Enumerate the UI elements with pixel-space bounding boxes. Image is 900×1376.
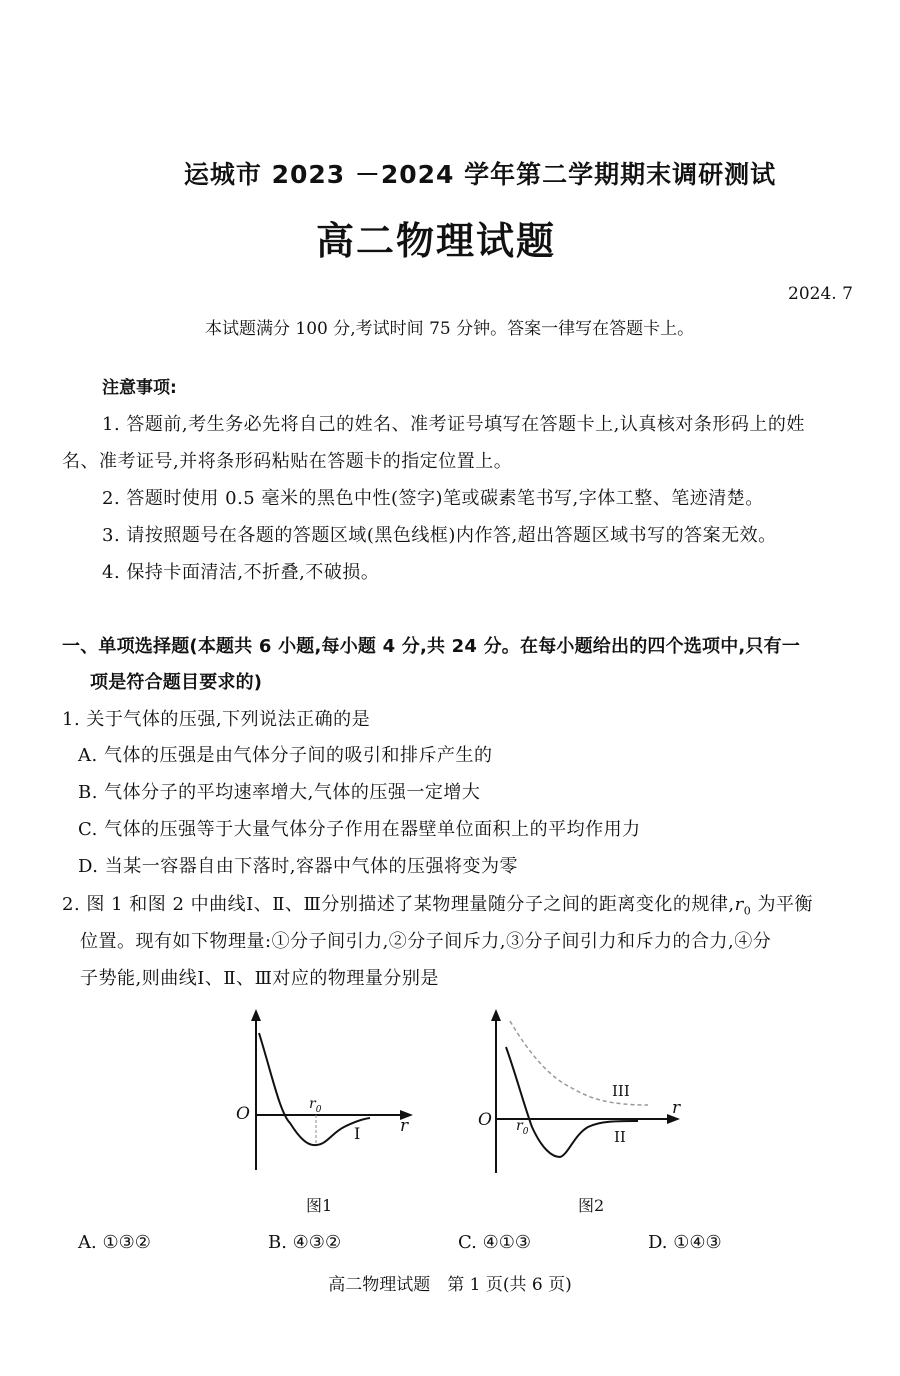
subject-title: 高二物理试题 — [315, 218, 556, 263]
question-1-stem: 1. 关于气体的压强,下列说法正确的是 — [62, 709, 371, 730]
q2-stem-text: 2. 图 1 和图 2 中曲线Ⅰ、Ⅱ、Ⅲ分别描述了某物理量随分子之间的距离变化的规律, — [62, 894, 735, 915]
fig2-curve-II-label: II — [614, 1128, 626, 1146]
fig2-axis-label: r — [672, 1098, 681, 1118]
fig1-r0-subscript: 0 — [315, 1104, 322, 1115]
fig2-r0-subscript: 0 — [522, 1126, 529, 1137]
exam-date: 2024. 7 — [788, 284, 853, 304]
r0-symbol: r — [734, 894, 744, 915]
fig1-caption: 图1 — [306, 1196, 333, 1215]
fig2-caption: 图2 — [578, 1196, 605, 1215]
q1-option-c: C. 气体的压强等于大量气体分子作用在器壁单位面积上的平均作用力 — [78, 819, 641, 840]
fig2-curve-III-label: III — [612, 1082, 630, 1100]
fig2-y-arrow — [491, 1009, 501, 1021]
note-item: 4. 保持卡面清洁,不折叠,不破损。 — [102, 562, 380, 583]
question-2-stem-line1 — [62, 890, 813, 918]
q2-stem-text-end: 为平衡 — [751, 894, 813, 915]
fig2-origin-label: O — [478, 1110, 492, 1130]
page-footer: 高二物理试题 第 1 页(共 6 页) — [328, 1275, 572, 1295]
q2-option-b: B. ④③② — [268, 1232, 342, 1253]
question-2-stem-line2: 位置。现有如下物理量:①分子间引力,②分子间斥力,③分子间引力和斥力的合力,④分 — [80, 931, 772, 952]
q2-option-a: A. ①③② — [78, 1232, 151, 1253]
note-item: 名、准考证号,并将条形码粘贴在答题卡的指定位置上。 — [62, 451, 513, 472]
fig2-r0-symbol: r — [516, 1118, 523, 1134]
exam-title: 运城市 2023 －2024 学年第二学期期末调研测试 — [183, 160, 777, 189]
fig1-axis-label: r — [400, 1116, 409, 1136]
note-item: 1. 答题前,考生务必先将自己的姓名、准考证号填写在答题卡上,认真核对条形码上的姓 — [102, 414, 805, 435]
q1-option-a: A. 气体的压强是由气体分子间的吸引和排斥产生的 — [78, 745, 493, 766]
q2-option-c: C. ④①③ — [458, 1232, 531, 1253]
fig1-curve-label: Ⅰ — [354, 1124, 361, 1143]
notes-heading: 注意事项: — [102, 378, 177, 398]
q1-option-b: B. 气体分子的平均速率增大,气体的压强一定增大 — [78, 782, 481, 803]
section-heading-cont: 项是符合题目要求的) — [90, 672, 263, 693]
fig1-r0-label — [309, 1096, 321, 1115]
question-2-stem-line3: 子势能,则曲线Ⅰ、Ⅱ、Ⅲ对应的物理量分别是 — [80, 968, 439, 989]
figure-1 — [220, 1005, 420, 1175]
fig1-y-arrow — [251, 1009, 261, 1021]
r0-subscript: 0 — [743, 904, 752, 918]
note-item: 3. 请按照题号在各题的答题区域(黑色线框)内作答,超出答题区域书写的答案无效。 — [102, 525, 777, 546]
exam-intro: 本试题满分 100 分,考试时间 75 分钟。答案一律写在答题卡上。 — [205, 319, 695, 339]
section-heading: 一、单项选择题(本题共 6 小题,每小题 4 分,共 24 分。在每小题给出的四个选项中,只有一 — [62, 636, 801, 657]
q2-option-d: D. ①④③ — [648, 1232, 722, 1253]
fig2-r0-label — [516, 1118, 528, 1137]
figure-2 — [460, 1005, 700, 1175]
fig1-r0-symbol: r — [309, 1096, 316, 1112]
note-item: 2. 答题时使用 0.5 毫米的黑色中性(签字)笔或碳素笔书写,字体工整、笔迹清楚。 — [102, 488, 764, 509]
fig1-origin-label: O — [236, 1104, 250, 1124]
q1-option-d: D. 当某一容器自由下落时,容器中气体的压强将变为零 — [78, 856, 518, 877]
